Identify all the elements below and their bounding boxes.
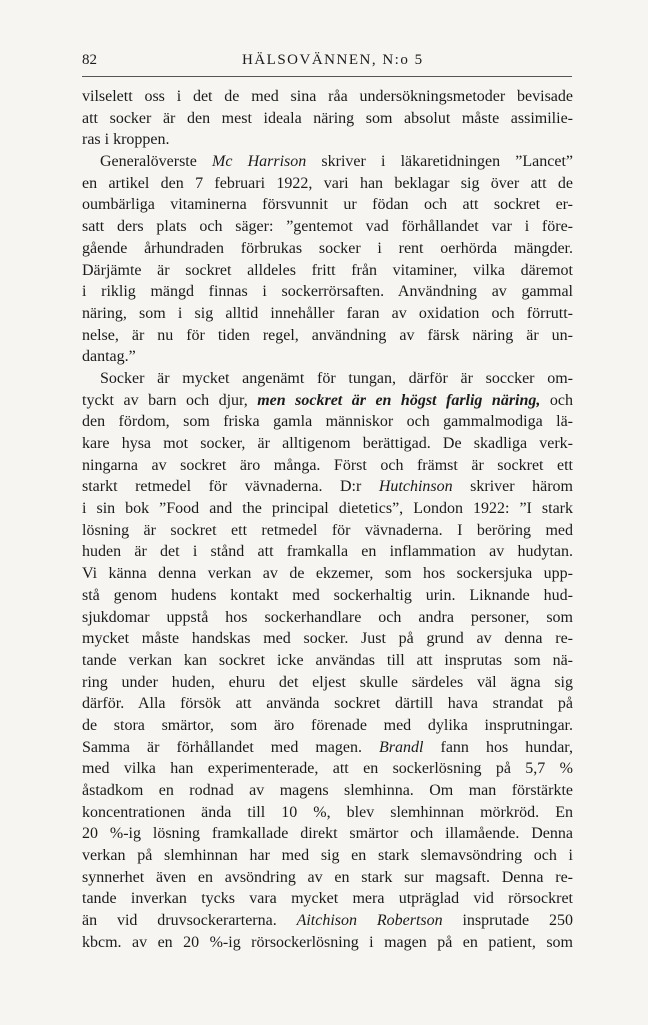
text-segment: insprutade 250 <box>442 912 573 930</box>
text-line <box>82 888 573 910</box>
text-segment: oumbärliga vitaminerna försvunnit ur födan och att sockret er- <box>82 196 573 214</box>
text-line <box>82 650 573 672</box>
text-line <box>82 585 573 607</box>
text-segment: 20 %-ig lösning framkallade direkt smärtor och illamående. Denna <box>82 825 573 843</box>
body-text <box>82 86 573 954</box>
text-segment: tande verkan kan sockret icke användas till att insprutas som nä- <box>82 651 573 669</box>
text-segment: de stora smärtor, som äro förenade med dylika insprutningar. <box>82 716 573 734</box>
running-title: HÄLSOVÄNNEN, N:o 5 <box>242 52 424 68</box>
text-line <box>82 563 573 585</box>
text-segment: starkt retmedel för vävnaderna. D:r <box>82 478 379 496</box>
text-line <box>82 368 573 390</box>
text-segment: åstadkom en rodnad av magens slemhinna. Om man förstärkte <box>82 782 573 799</box>
text-line <box>82 238 573 260</box>
text-line <box>82 151 573 173</box>
text-segment: näring, som i sig alltid innehåller faran av oxidation och förrutt- <box>82 304 573 322</box>
text-line <box>82 498 573 520</box>
text-segment: än vid druvsockerarterna. <box>82 912 297 930</box>
text-line <box>82 194 573 216</box>
text-line <box>82 715 573 737</box>
page-number: 82 <box>82 52 97 68</box>
text-line <box>82 455 573 477</box>
text-line <box>82 86 573 108</box>
text-segment: lösning är sockret ett retmedel för vävnaderna. I beröring med <box>82 521 573 539</box>
text-segment: ningarna av sockret äro många. Först och främst är sockret ett <box>82 456 573 474</box>
text-segment: och <box>540 391 573 409</box>
text-segment: satt ders plats och säger: ”gentemot vad förhållandet var i före- <box>82 218 573 236</box>
text-segment: därför. Alla försök att använda sockret därtill hava strandat på <box>82 695 573 713</box>
text-segment: Samma är förhållandet med magen. <box>82 738 380 756</box>
emphasis-text: men sockret är en högst farlig näring, <box>257 391 541 409</box>
text-segment: ring under huden, ehuru det eljest skulle särdeles väl ägna sig <box>82 673 573 691</box>
text-segment: med vilka han experimenterade, att en sockerlösning på 5,7 % <box>82 760 573 778</box>
emphasis-text: Hutchinson <box>378 478 453 496</box>
text-line <box>82 520 573 542</box>
text-line <box>82 802 573 824</box>
text-segment: vilselett oss i det de med sina råa undersökningsmetoder bevisade <box>82 88 573 105</box>
text-segment: Därjämte är sockret alldeles fritt från vitaminer, vilka däremot <box>82 261 573 279</box>
text-segment: ras i kroppen. <box>82 131 170 149</box>
text-line <box>82 932 573 954</box>
text-segment: en artikel den 7 februari 1922, vari han beklagar sig över att de <box>82 174 573 192</box>
text-segment: skriver härom <box>452 478 573 496</box>
text-line <box>82 476 573 498</box>
text-segment: nelse, är nu för tiden regel, användning av färsk näring är un- <box>82 326 573 344</box>
text-segment: Generalöverste <box>100 153 212 171</box>
text-line <box>82 541 573 563</box>
text-segment: tande inverkan tycks vara mycket mera utpräglad vid rörsockret <box>82 890 573 908</box>
text-segment: huden är det i stånd att framkalla en inflammation av hudytan. <box>82 543 573 561</box>
emphasis-text: Aitchison Robertson <box>296 912 443 930</box>
text-line <box>82 216 573 238</box>
text-line <box>82 672 573 694</box>
text-line <box>82 346 573 368</box>
text-segment: sjukdomar uppstå hos sockerhandlare och andra personer, som <box>82 608 573 626</box>
text-segment: skriver i läkaretidningen ”Lancet” <box>306 153 573 171</box>
text-line <box>82 845 573 867</box>
text-segment: gående århundraden förbrukas socker i rent oerhörda mängder. <box>82 239 573 257</box>
text-line <box>82 325 573 347</box>
text-segment: synnerhet även en avsöndring av en stark sur magsaft. Denna re- <box>82 868 573 886</box>
page-header <box>82 52 572 77</box>
text-segment: mycket måste handskas med socker. Just på grund av denna re- <box>82 630 573 648</box>
text-line <box>82 628 573 650</box>
text-segment: den fördom, som friska gamla människor och gammalmodiga lä- <box>82 413 573 431</box>
text-segment: stå genom hudens kontakt med sockerhaltig urin. Liknande hud- <box>82 586 573 604</box>
text-segment: Socker är mycket angenämt för tungan, därför är soccker om- <box>100 369 573 387</box>
text-segment: koncentrationen ända till 10 %, blev slemhinnan mörkröd. En <box>82 803 573 821</box>
text-segment: kbcm. av en 20 %-ig rörsockerlösning i magen på en patient, som <box>82 933 573 951</box>
text-line <box>82 433 573 455</box>
text-segment: dantag.” <box>82 348 136 366</box>
text-segment: tyckt av barn och djur, <box>82 391 258 409</box>
text-line <box>82 390 573 412</box>
text-segment: verkan på slemhinnan har med sig en stark slemavsöndring och i <box>82 847 573 865</box>
text-segment: fann hos hundar, <box>423 738 573 756</box>
text-line <box>82 303 573 325</box>
text-segment: i sin bok ”Food and the principal dietetics”, London 1922: ”I stark <box>82 500 573 518</box>
text-segment: i riklig mängd finnas i sockerrörsaften. Användning av gammal <box>82 283 573 301</box>
text-line <box>82 173 573 195</box>
text-line <box>82 260 573 282</box>
text-line <box>82 910 573 932</box>
text-line <box>82 607 573 629</box>
text-line <box>82 108 573 130</box>
text-line <box>82 823 573 845</box>
emphasis-text: Mc Harrison <box>212 153 307 171</box>
text-segment: att socker är den mest ideala näring som absolut måste assimilie- <box>82 109 573 127</box>
text-line <box>82 780 573 802</box>
text-segment: kare hysa mot socker, är alltigenom berättigad. De skadliga verk- <box>82 435 573 452</box>
emphasis-text: Brandl <box>379 738 424 756</box>
text-line <box>82 737 573 759</box>
text-line <box>82 867 573 889</box>
text-line <box>82 281 573 303</box>
text-line <box>82 758 573 780</box>
text-line <box>82 129 573 151</box>
text-line <box>82 411 573 433</box>
text-segment: Vi känna denna verkan av de ekzemer, som hos sockersjuka upp- <box>82 565 573 583</box>
text-line <box>82 693 573 715</box>
